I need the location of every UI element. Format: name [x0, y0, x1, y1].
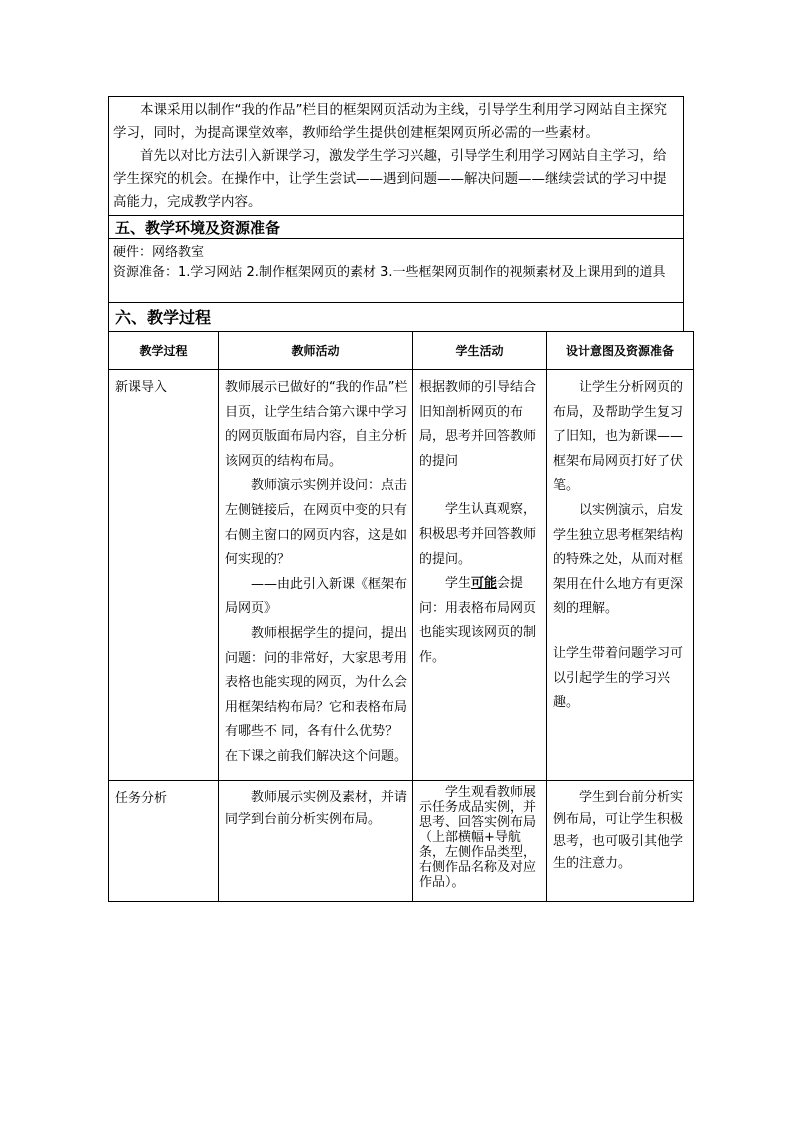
table-row: [109, 370, 694, 781]
stage-label: 新课导入: [115, 380, 168, 395]
stage-cell: [109, 781, 219, 902]
student-text-3-underlined: 可能: [471, 576, 498, 592]
teacher-text: 教师展示实例及素材，并请同学到台前分析实例布局。: [225, 790, 408, 827]
design-cell: [547, 781, 694, 902]
section-6-title: 六、教学过程: [108, 302, 684, 332]
spacer: [553, 622, 689, 642]
design-text-3: 让学生带着问题学习可以引起学生的学习兴趣。: [553, 645, 684, 711]
student-text-3a: 学生: [445, 576, 472, 592]
header-student: 学生活动: [413, 332, 547, 370]
spacer: [419, 474, 542, 498]
design-text-2: 以实例演示，启发学生独立思考框架结构的特殊之处，从而对框架用在什么地方有更深刻的理解。: [553, 502, 684, 617]
table-header-row: [109, 332, 694, 370]
teacher-text-4: 教师根据学生的提问，提出问题：问的非常好，大家思考用表格也能实现的网页，为什么会用框架结构布局？它和表格布局有哪些不 同，各有什么优势？在下课之前我们解决这个问题。: [225, 625, 408, 764]
stage-cell: [109, 370, 219, 781]
resources-line: 资源准备：1.学习网站 2.制作框架网页的素材 3.一些框架网页制作的视频素材及上课用到的道具: [113, 265, 666, 280]
teacher-text-3: ——由此引入新课《框架布局网页》: [225, 576, 408, 617]
student-text-3: [419, 572, 542, 670]
stage-label: 任务分析: [115, 791, 168, 806]
student-text: 学生观看教师展示任务成品实例，并思考、回答实例布局（上部横幅+导航条，左侧作品类型，右侧作品名称及对应作品）。: [419, 785, 537, 890]
process-table: [108, 331, 694, 902]
design-text-1: 让学生分析网页的布局，及帮助学生复习了旧知，也为新课——框架布局网页打好了伏笔。: [553, 380, 684, 494]
header-design: 设计意图及资源准备: [547, 332, 694, 370]
intro-paragraph-2: 首先以对比方法引入新课学习，激发学生学习兴趣，引导学生利用学习网站自主学习，给学生探究的机会。在操作中，让学生尝试——遇到问题——解决问题——继续尝试的学习中提高能力，完成教学内容。: [113, 148, 667, 210]
hardware-line: 硬件：网络教室: [113, 245, 205, 260]
student-text-2: 学生认真观察，积极思考并回答教师的提问。: [419, 502, 537, 567]
table-row: [109, 781, 694, 902]
intro-paragraph-1: 本课采用以制作“我的作品”栏目的框架网页活动为主线，引导学生利用学习网站自主探究学习，同时，为提高课堂效率，教师给学生提供创建框架网页所必需的一些素材。: [113, 102, 667, 141]
header-teacher: 教师活动: [219, 332, 413, 370]
intro-block: [108, 96, 684, 216]
design-cell: [547, 370, 694, 781]
teacher-text-1: 教师展示已做好的“我的作品”栏目页，让学生结合第六课中学习的网页版面布局内容，自主分析该网页的结构布局。: [225, 380, 408, 469]
student-text-1: 根据教师的引导结合旧知剖析网页的布局，思考并回答教师的提问: [419, 380, 537, 469]
section-5-title: 五、教学环境及资源准备: [108, 215, 684, 239]
teacher-text-2: 教师演示实例并设问：点击左侧链接后，在网页中变的只有右侧主窗口的网页内容，这是如何实现的？: [225, 478, 408, 568]
header-stage: 教学过程: [109, 332, 219, 370]
teacher-cell: [219, 781, 413, 902]
teacher-cell: [219, 370, 413, 781]
student-text-3b: 会提问：用表格布局网页也能实现该网页的制作。: [419, 576, 537, 665]
student-cell: [413, 781, 547, 902]
section-5-body: [108, 238, 684, 303]
design-text: 学生到台前分析实例布局，可让学生积极思考，也可吸引其他学生的注意力。: [553, 790, 684, 871]
student-cell: [413, 370, 547, 781]
